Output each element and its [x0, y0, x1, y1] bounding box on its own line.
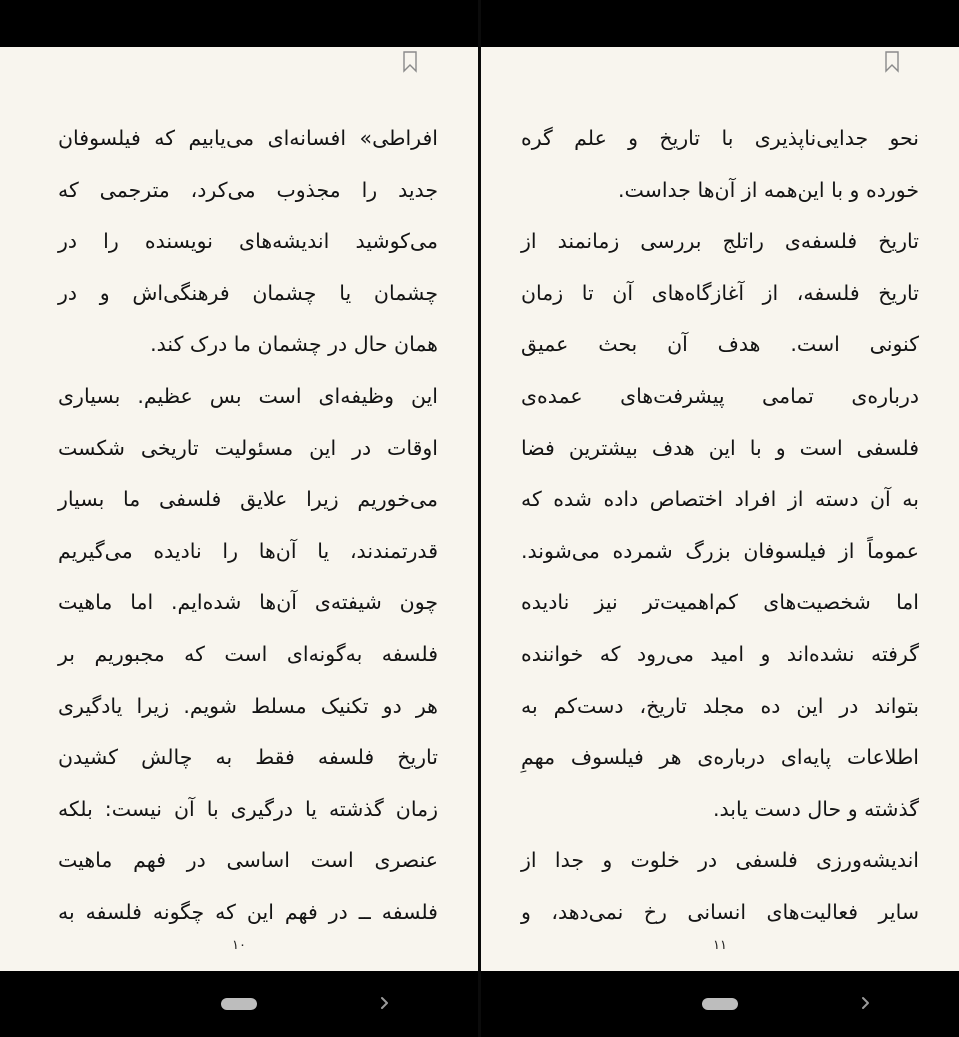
text-line: فلسفه به‌گونه‌ای است که مجبوریم بر [58, 641, 438, 666]
text-line: افراطی» افسانه‌ای می‌یابیم که فیلسوفان [58, 126, 438, 150]
text-line: عموماً از فیلسوفان بزرگ شمرده می‌شوند. [521, 538, 919, 563]
text-line: می‌خوریم زیرا علایق فلسفی ما بسیار [58, 487, 438, 512]
book-page-right[interactable] [481, 47, 959, 971]
text-line: گرفته نشده‌اند و امید می‌رود که خواننده [521, 641, 919, 666]
page-number: ۱۰ [232, 938, 246, 953]
text-line: هر دو تکنیک مسلط شویم. زیرا یادگیری [58, 693, 438, 718]
text-line: همان حال در چشمان ما درک کند. [150, 332, 438, 357]
bookmark-icon[interactable] [402, 51, 418, 73]
text-line: می‌کوشید اندیشه‌های نویسنده را در [58, 229, 438, 254]
navigation-bar [481, 971, 959, 1037]
status-bar [481, 0, 959, 47]
text-line: خورده و با این‌همه از آن‌ها جداست. [618, 177, 919, 202]
text-line: اما شخصیت‌های کم‌اهمیت‌تر نیز نادیده [521, 590, 919, 615]
text-line: چشمان یا چشمان فرهنگی‌اش و در [58, 280, 438, 305]
text-line: قدرتمندند، یا آن‌ها را نادیده می‌گیریم [58, 538, 438, 563]
text-line: عنصری است اساسی در فهم ماهیت [58, 848, 438, 873]
book-page-left[interactable] [0, 47, 478, 971]
text-line: فلسفه ــ در فهم این که چگونه فلسفه به [58, 899, 438, 924]
text-line: به آن دسته از افراد اختصاص داده شده که [521, 487, 919, 512]
text-line: نحو جدایی‌ناپذیری با تاریخ و علم گره [521, 126, 919, 150]
text-line: زمان گذشته یا درگیری با آن نیست: بلکه [58, 796, 438, 821]
text-line: فلسفی است و با این هدف بیشترین فضا [521, 435, 919, 460]
text-line: تاریخ فلسفه‌ی راتلج بررسی زمانمند از [521, 229, 919, 254]
home-pill-icon[interactable] [221, 998, 257, 1010]
page-text-left [0, 113, 478, 939]
text-line: اوقات در این مسئولیت تاریخی شکست [58, 435, 438, 460]
status-bar [0, 0, 478, 47]
text-line: این وظیفه‌ای است بس عظیم. بسیاری [58, 383, 438, 408]
text-line: تاریخ فلسفه فقط به چالش کشیدن [58, 745, 438, 770]
text-line: سایر فعالیت‌های انسانی رخ نمی‌دهد، و [521, 899, 919, 924]
navigation-bar [0, 971, 478, 1037]
page-text-right [481, 113, 959, 939]
text-line: درباره‌ی تمامی پیشرفت‌های عمده‌ی [521, 383, 919, 408]
chevron-right-icon[interactable] [376, 991, 394, 1015]
text-line: کنونی است. هدف آن بحث عمیق [521, 332, 919, 357]
text-line: بتواند در این ده مجلد تاریخ، دست‌کم به [521, 693, 919, 718]
text-line: اطلاعات پایه‌ای درباره‌ی هر فیلسوف مهمِ [521, 745, 919, 770]
bookmark-icon[interactable] [884, 51, 900, 73]
reader-screen-left [0, 0, 478, 1037]
text-line: تاریخ فلسفه، از آغازگاه‌های آن تا زمان [521, 280, 919, 305]
reader-screen-right [481, 0, 959, 1037]
text-line: اندیشه‌ورزی فلسفی در خلوت و جدا از [521, 848, 919, 873]
page-number: ۱۱ [713, 938, 727, 953]
chevron-right-icon[interactable] [857, 991, 875, 1015]
text-line: جدید را مجذوب می‌کرد، مترجمی که [58, 177, 438, 202]
text-line: چون شیفته‌ی آن‌ها شده‌ایم. اما ماهیت [58, 590, 438, 615]
text-line: گذشته و حال دست یابد. [712, 796, 919, 821]
home-pill-icon[interactable] [702, 998, 738, 1010]
